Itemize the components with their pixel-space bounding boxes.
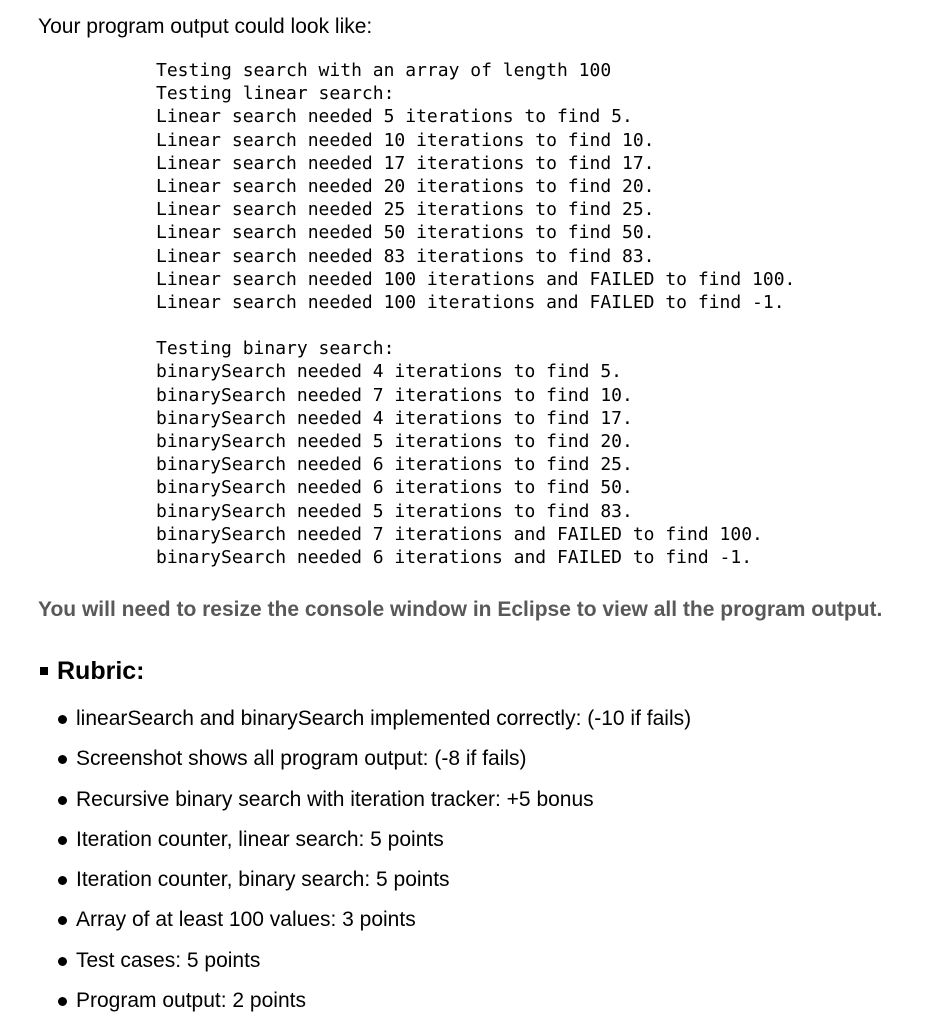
console-line: Linear search needed 100 iterations and FAILED to find 100. (156, 268, 796, 290)
console-line: binarySearch needed 6 iterations and FAILED to find -1. (156, 546, 753, 568)
resize-note: You will need to resize the console window in Eclipse to view all the program output. (38, 598, 883, 621)
console-line: Linear search needed 10 iterations to find 10. (156, 129, 655, 151)
bullet-icon (58, 755, 67, 764)
intro-text: Your program output could look like: (38, 15, 373, 38)
console-line: Linear search needed 5 iterations to find 5. (156, 106, 633, 128)
rubric-list (58, 704, 691, 1026)
console-line: Linear search needed 83 iterations to find 83. (156, 245, 655, 267)
rubric-item-text: Array of at least 100 values: 3 points (76, 908, 416, 932)
rubric-item (58, 704, 691, 744)
bullet-icon (58, 796, 67, 805)
rubric-item (58, 825, 691, 865)
console-line: Testing linear search: (156, 83, 395, 105)
rubric-item-text: Test cases: 5 points (76, 948, 261, 972)
console-line: binarySearch needed 7 iterations to find 10. (156, 384, 633, 406)
console-line: Linear search needed 20 iterations to find 20. (156, 175, 655, 197)
console-line: Testing binary search: (156, 338, 395, 360)
console-output (156, 59, 795, 569)
console-blank-line (156, 314, 795, 337)
rubric-item (58, 865, 691, 905)
bullet-icon (58, 916, 67, 925)
console-line: Testing search with an array of length 100 (156, 60, 612, 81)
rubric-item (58, 785, 691, 825)
rubric-item (58, 946, 691, 986)
console-line: binarySearch needed 6 iterations to find 25. (156, 454, 633, 476)
bullet-icon (58, 715, 67, 724)
rubric-item (58, 744, 691, 784)
square-bullet-icon (40, 667, 48, 675)
console-line: Linear search needed 50 iterations to find 50. (156, 222, 655, 244)
rubric-item-text: Recursive binary search with iteration tracker: +5 bonus (76, 787, 594, 811)
rubric-item-text: linearSearch and binarySearch implemented correctly: (-10 if fails) (76, 707, 692, 730)
console-line: binarySearch needed 5 iterations to find 20. (156, 431, 633, 452)
rubric-item-text: Iteration counter, linear search: 5 points (76, 827, 444, 851)
rubric-item (58, 905, 691, 945)
console-line: Linear search needed 25 iterations to find 25. (156, 199, 655, 221)
console-line: Linear search needed 100 iterations and FAILED to find -1. (156, 291, 785, 313)
bullet-icon (58, 997, 67, 1006)
rubric-heading-label: Rubric: (57, 657, 145, 685)
rubric-item (58, 986, 691, 1026)
rubric-item-text: Iteration counter, binary search: 5 points (76, 868, 450, 892)
rubric-item-text: Program output: 2 points (76, 989, 306, 1013)
console-line: binarySearch needed 4 iterations to find 5. (156, 361, 622, 383)
console-line: binarySearch needed 4 iterations to find 17. (156, 407, 633, 429)
rubric-item-text: Screenshot shows all program output: (-8 if fails) (76, 747, 527, 771)
console-line: binarySearch needed 5 iterations to find 83. (156, 500, 633, 522)
rubric-heading (40, 656, 145, 686)
console-line: Linear search needed 17 iterations to find 17. (156, 152, 655, 174)
bullet-icon (58, 836, 67, 845)
console-line: binarySearch needed 6 iterations to find 50. (156, 477, 633, 499)
bullet-icon (58, 957, 67, 966)
console-line: binarySearch needed 7 iterations and FAILED to find 100. (156, 523, 763, 545)
bullet-icon (58, 876, 67, 885)
